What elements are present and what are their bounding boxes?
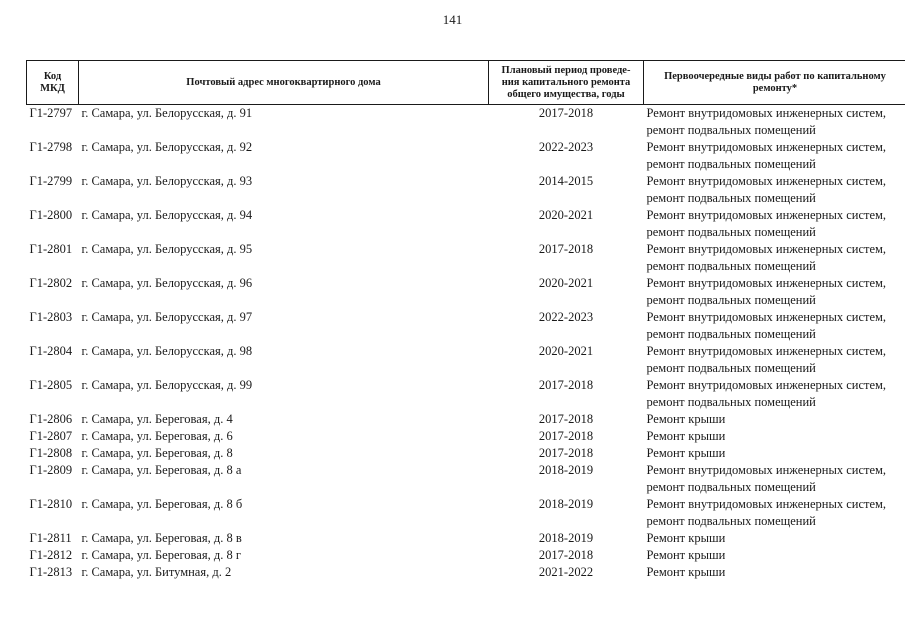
cell-address: г. Самара, ул. Белорусская, д. 93 — [81, 174, 253, 188]
cell-works: Ремонт крыши — [646, 429, 726, 443]
table-row — [27, 445, 905, 462]
table-row — [27, 173, 905, 207]
cell-period: 2018-2019 — [538, 497, 594, 511]
cell-period: 2020-2021 — [538, 344, 594, 358]
cell-address: г. Самара, ул. Белорусская, д. 92 — [81, 140, 253, 154]
header-period: Плановый период проведе-ния капитального ремонта общего имущества, годы — [489, 61, 644, 105]
cell-address: г. Самара, ул. Битумная, д. 2 — [81, 565, 232, 579]
table-row — [27, 105, 905, 140]
cell-period: 2017-2018 — [538, 106, 594, 120]
cell-code: Г1-2802 — [29, 276, 73, 290]
table-header-row — [27, 61, 905, 105]
cell-address: г. Самара, ул. Береговая, д. 8 б — [81, 497, 243, 511]
cell-works: Ремонт внутридомовых инженерных систем, ремонт подвальных помещений — [646, 276, 887, 307]
cell-address: г. Самара, ул. Береговая, д. 8 а — [81, 463, 242, 477]
cell-code: Г1-2801 — [29, 242, 73, 256]
cell-address: г. Самара, ул. Белорусская, д. 91 — [81, 106, 253, 120]
cell-address: г. Самара, ул. Береговая, д. 4 — [81, 412, 233, 426]
cell-period: 2020-2021 — [538, 208, 594, 222]
cell-works: Ремонт крыши — [646, 548, 726, 562]
cell-period: 2018-2019 — [538, 531, 594, 545]
cell-address: г. Самара, ул. Береговая, д. 8 в — [81, 531, 242, 545]
cell-address: г. Самара, ул. Белорусская, д. 94 — [81, 208, 253, 222]
cell-address: г. Самара, ул. Белорусская, д. 98 — [81, 344, 253, 358]
cell-works: Ремонт внутридомовых инженерных систем, ремонт подвальных помещений — [646, 463, 887, 494]
cell-works: Ремонт внутридомовых инженерных систем, ремонт подвальных помещений — [646, 174, 887, 205]
cell-works: Ремонт крыши — [646, 412, 726, 426]
table-row — [27, 207, 905, 241]
header-code: Код МКД — [27, 61, 79, 105]
cell-address: г. Самара, ул. Белорусская, д. 96 — [81, 276, 253, 290]
cell-period: 2022-2023 — [538, 310, 594, 324]
cell-code: Г1-2807 — [29, 429, 73, 443]
cell-period: 2017-2018 — [538, 446, 594, 460]
cell-address: г. Самара, ул. Береговая, д. 8 — [81, 446, 233, 460]
cell-period: 2017-2018 — [538, 548, 594, 562]
cell-period: 2017-2018 — [538, 412, 594, 426]
cell-code: Г1-2806 — [29, 412, 73, 426]
table-row — [27, 428, 905, 445]
cell-code: Г1-2800 — [29, 208, 73, 222]
cell-address: г. Самара, ул. Белорусская, д. 97 — [81, 310, 253, 324]
registry-table — [26, 60, 905, 581]
cell-works: Ремонт внутридомовых инженерных систем, ремонт подвальных помещений — [646, 106, 887, 137]
cell-works: Ремонт крыши — [646, 565, 726, 579]
table-row — [27, 530, 905, 547]
cell-period: 2017-2018 — [538, 242, 594, 256]
cell-period: 2022-2023 — [538, 140, 594, 154]
cell-code: Г1-2805 — [29, 378, 73, 392]
cell-period: 2014-2015 — [538, 174, 594, 188]
cell-code: Г1-2811 — [29, 531, 72, 545]
cell-period: 2020-2021 — [538, 276, 594, 290]
table-row — [27, 496, 905, 530]
table-row — [27, 564, 905, 581]
cell-works: Ремонт внутридомовых инженерных систем, ремонт подвальных помещений — [646, 310, 887, 341]
cell-address: г. Самара, ул. Белорусская, д. 95 — [81, 242, 253, 256]
cell-code: Г1-2813 — [29, 565, 73, 579]
cell-works: Ремонт внутридомовых инженерных систем, ремонт подвальных помещений — [646, 242, 887, 273]
cell-works: Ремонт внутридомовых инженерных систем, ремонт подвальных помещений — [646, 344, 887, 375]
cell-address: г. Самара, ул. Белорусская, д. 99 — [81, 378, 253, 392]
cell-address: г. Самара, ул. Береговая, д. 6 — [81, 429, 233, 443]
table-row — [27, 309, 905, 343]
header-works: Первоочередные виды работ по капитальному ремонту* — [644, 61, 905, 105]
cell-code: Г1-2804 — [29, 344, 73, 358]
cell-works: Ремонт внутридомовых инженерных систем, ремонт подвальных помещений — [646, 497, 887, 528]
cell-address: г. Самара, ул. Береговая, д. 8 г — [81, 548, 241, 562]
cell-works: Ремонт крыши — [646, 531, 726, 545]
cell-period: 2021-2022 — [538, 565, 594, 579]
cell-code: Г1-2812 — [29, 548, 73, 562]
cell-works: Ремонт внутридомовых инженерных систем, ремонт подвальных помещений — [646, 140, 887, 171]
table-row — [27, 139, 905, 173]
cell-period: 2018-2019 — [538, 463, 594, 477]
table-row — [27, 241, 905, 275]
table-row — [27, 343, 905, 377]
cell-code: Г1-2808 — [29, 446, 73, 460]
cell-code: Г1-2809 — [29, 463, 73, 477]
table-row — [27, 547, 905, 564]
cell-code: Г1-2797 — [29, 106, 73, 120]
cell-period: 2017-2018 — [538, 378, 594, 392]
cell-works: Ремонт крыши — [646, 446, 726, 460]
cell-code: Г1-2803 — [29, 310, 73, 324]
cell-period: 2017-2018 — [538, 429, 594, 443]
cell-works: Ремонт внутридомовых инженерных систем, ремонт подвальных помещений — [646, 378, 887, 409]
page-number: 141 — [442, 12, 463, 27]
cell-code: Г1-2810 — [29, 497, 73, 511]
cell-code: Г1-2798 — [29, 140, 73, 154]
table-row — [27, 377, 905, 411]
cell-code: Г1-2799 — [29, 174, 73, 188]
table-row — [27, 275, 905, 309]
table-row — [27, 462, 905, 496]
table-row — [27, 411, 905, 428]
header-address: Почтовый адрес многоквартирного дома — [79, 61, 489, 105]
cell-works: Ремонт внутридомовых инженерных систем, ремонт подвальных помещений — [646, 208, 887, 239]
